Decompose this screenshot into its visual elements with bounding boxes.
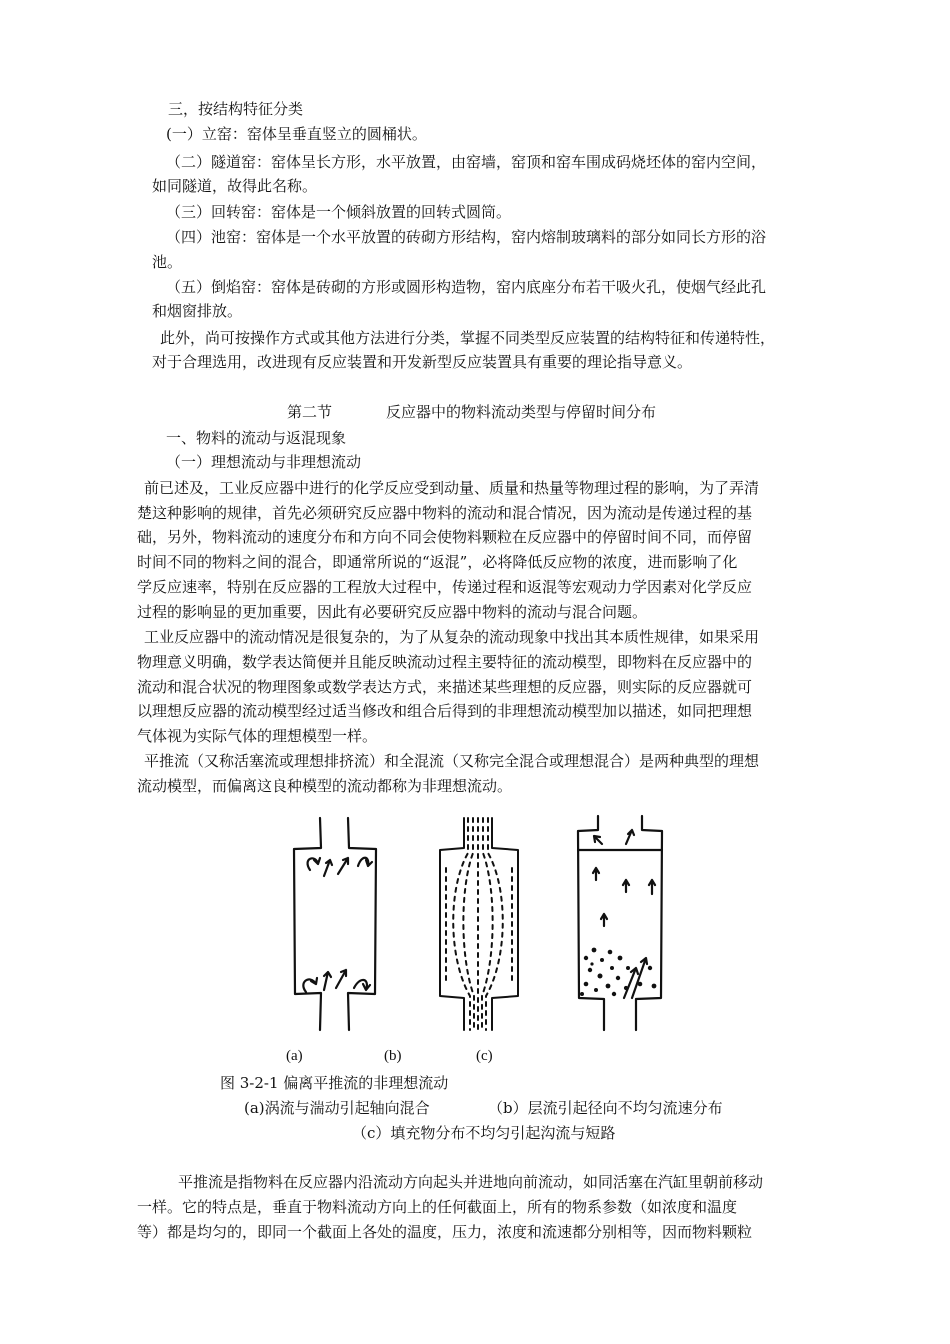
paragraph-line: 气体视为实际气体的理想模型一样。 (137, 727, 378, 745)
paragraph-line: 时间不同的物料之间的混合，即通常所说的“返混”，必将降低反应物的浓度，进而影响了化 (137, 553, 738, 571)
paragraph-line: 流动模型，而偏离这良种模型的流动都称为非理想流动。 (137, 777, 513, 795)
paragraph-line: 流动和混合状况的物理图象或数学表达方式，来描述某些理想的反应器，则实际的反应器就可 (137, 678, 753, 696)
section-heading: 三，按结构特征分类 (168, 100, 304, 118)
list-item: （二）隧道窑：窑体呈长方形，水平放置，由窑墙，窑顶和窑车围成码烧坯体的窑内空间， (166, 153, 767, 171)
packing-particles (580, 948, 656, 997)
paragraph-line: 过程的影响显的更加重要，因此有必要研究反应器中物料的流动与混合问题。 (137, 603, 648, 621)
figure-caption: 图 3-2-1 偏离平推流的非理想流动 (220, 1074, 449, 1092)
paragraph-line: 学反应速率，特别在反应器的工程放大过程中，传递过程和返混等宏观动力学因素对化学反应 (137, 578, 753, 596)
figure-label-c: (c) (476, 1048, 493, 1064)
figure-label-a: (a) (286, 1048, 303, 1064)
reactor-b-drawing (440, 818, 518, 1030)
list-item: (一）立窑：窑体呈垂直竖立的圆桶状。 (166, 125, 427, 143)
paragraph-line: 一样。它的特点是，垂直于物料流动方向上的任何截面上，所有的物系参数（如浓度和温度 (137, 1198, 738, 1216)
section-title: 反应器中的物料流动类型与停留时间分布 (386, 403, 657, 421)
list-item-continuation: 如同隧道，故得此名称。 (152, 177, 318, 195)
paragraph-line: 以理想反应器的流动模型经过适当修改和组合后得到的非理想流动模型加以描述，如同把理想 (137, 702, 753, 720)
paragraph-line: 平推流是指物料在反应器内沿流动方向起头并进地向前流动，如同活塞在汽缸里朝前移动 (178, 1173, 764, 1191)
paragraph-line: 工业反应器中的流动情况是很复杂的，为了从复杂的流动现象中找出其本质性规律，如果采用 (144, 628, 760, 646)
paragraph-line: 此外，尚可按操作方式或其他方法进行分类，掌握不同类型反应装置的结构特征和传递特性， (160, 329, 776, 347)
list-item-continuation: 池。 (152, 253, 183, 271)
paragraph-line: 物理意义明确，数学表达简便并且能反映流动过程主要特征的流动模型，即物料在反应器中的 (137, 653, 753, 671)
subsection-heading: 一、物料的流动与返混现象 (166, 429, 347, 447)
paragraph-line: 等）都是均匀的，即同一个截面上各处的温度，压力，浓度和流速都分别相等，因而物料颗粒 (137, 1223, 753, 1241)
reactor-a-drawing (294, 818, 376, 1030)
list-item-continuation: 和烟窗排放。 (152, 302, 243, 320)
figure-subcaption-b: （b）层流引起径向不均匀流速分布 (488, 1099, 723, 1117)
subsubsection-heading: （一）理想流动与非理想流动 (166, 453, 362, 471)
list-item: （四）池窑：窑体是一个水平放置的砖砌方形结构，窑内熔制玻璃料的部分如同长方形的浴 (166, 228, 767, 246)
figure-label-b: (b) (384, 1048, 402, 1064)
list-item: （五）倒焰窑：窑体是砖砌的方形或圆形构造物，窑内底座分布若干吸火孔，使烟气经此孔 (166, 278, 767, 296)
paragraph-line: 楚这种影响的规律，首先必须研究反应器中物料的流动和混合情况，因为流动是传递过程的基 (137, 504, 753, 522)
paragraph-line: 平推流（又称活塞流或理想排挤流）和全混流（又称完全混合或理想混合）是两种典型的理想 (144, 752, 760, 770)
paragraph-line: 对于合理选用，改进现有反应装置和开发新型反应装置具有重要的理论指导意义。 (152, 353, 693, 371)
paragraph-line: 础，另外，物料流动的速度分布和方向不同会使物料颗粒在反应器中的停留时间不同，而停留 (137, 528, 753, 546)
figure-subcaption-c: （c）填充物分布不均匀引起沟流与短路 (352, 1124, 616, 1142)
list-item: （三）回转窑：窑体是一个倾斜放置的回转式圆筒。 (166, 203, 512, 221)
reactor-flow-figure (280, 808, 680, 1040)
section-number: 第二节 (287, 403, 333, 421)
figure-subcaption-a: (a)涡流与湍动引起轴向混合 (244, 1099, 430, 1117)
reactor-c-drawing (578, 816, 662, 1030)
paragraph-line: 前已述及，工业反应器中进行的化学反应受到动量、质量和热量等物理过程的影响，为了弄清 (144, 479, 760, 497)
